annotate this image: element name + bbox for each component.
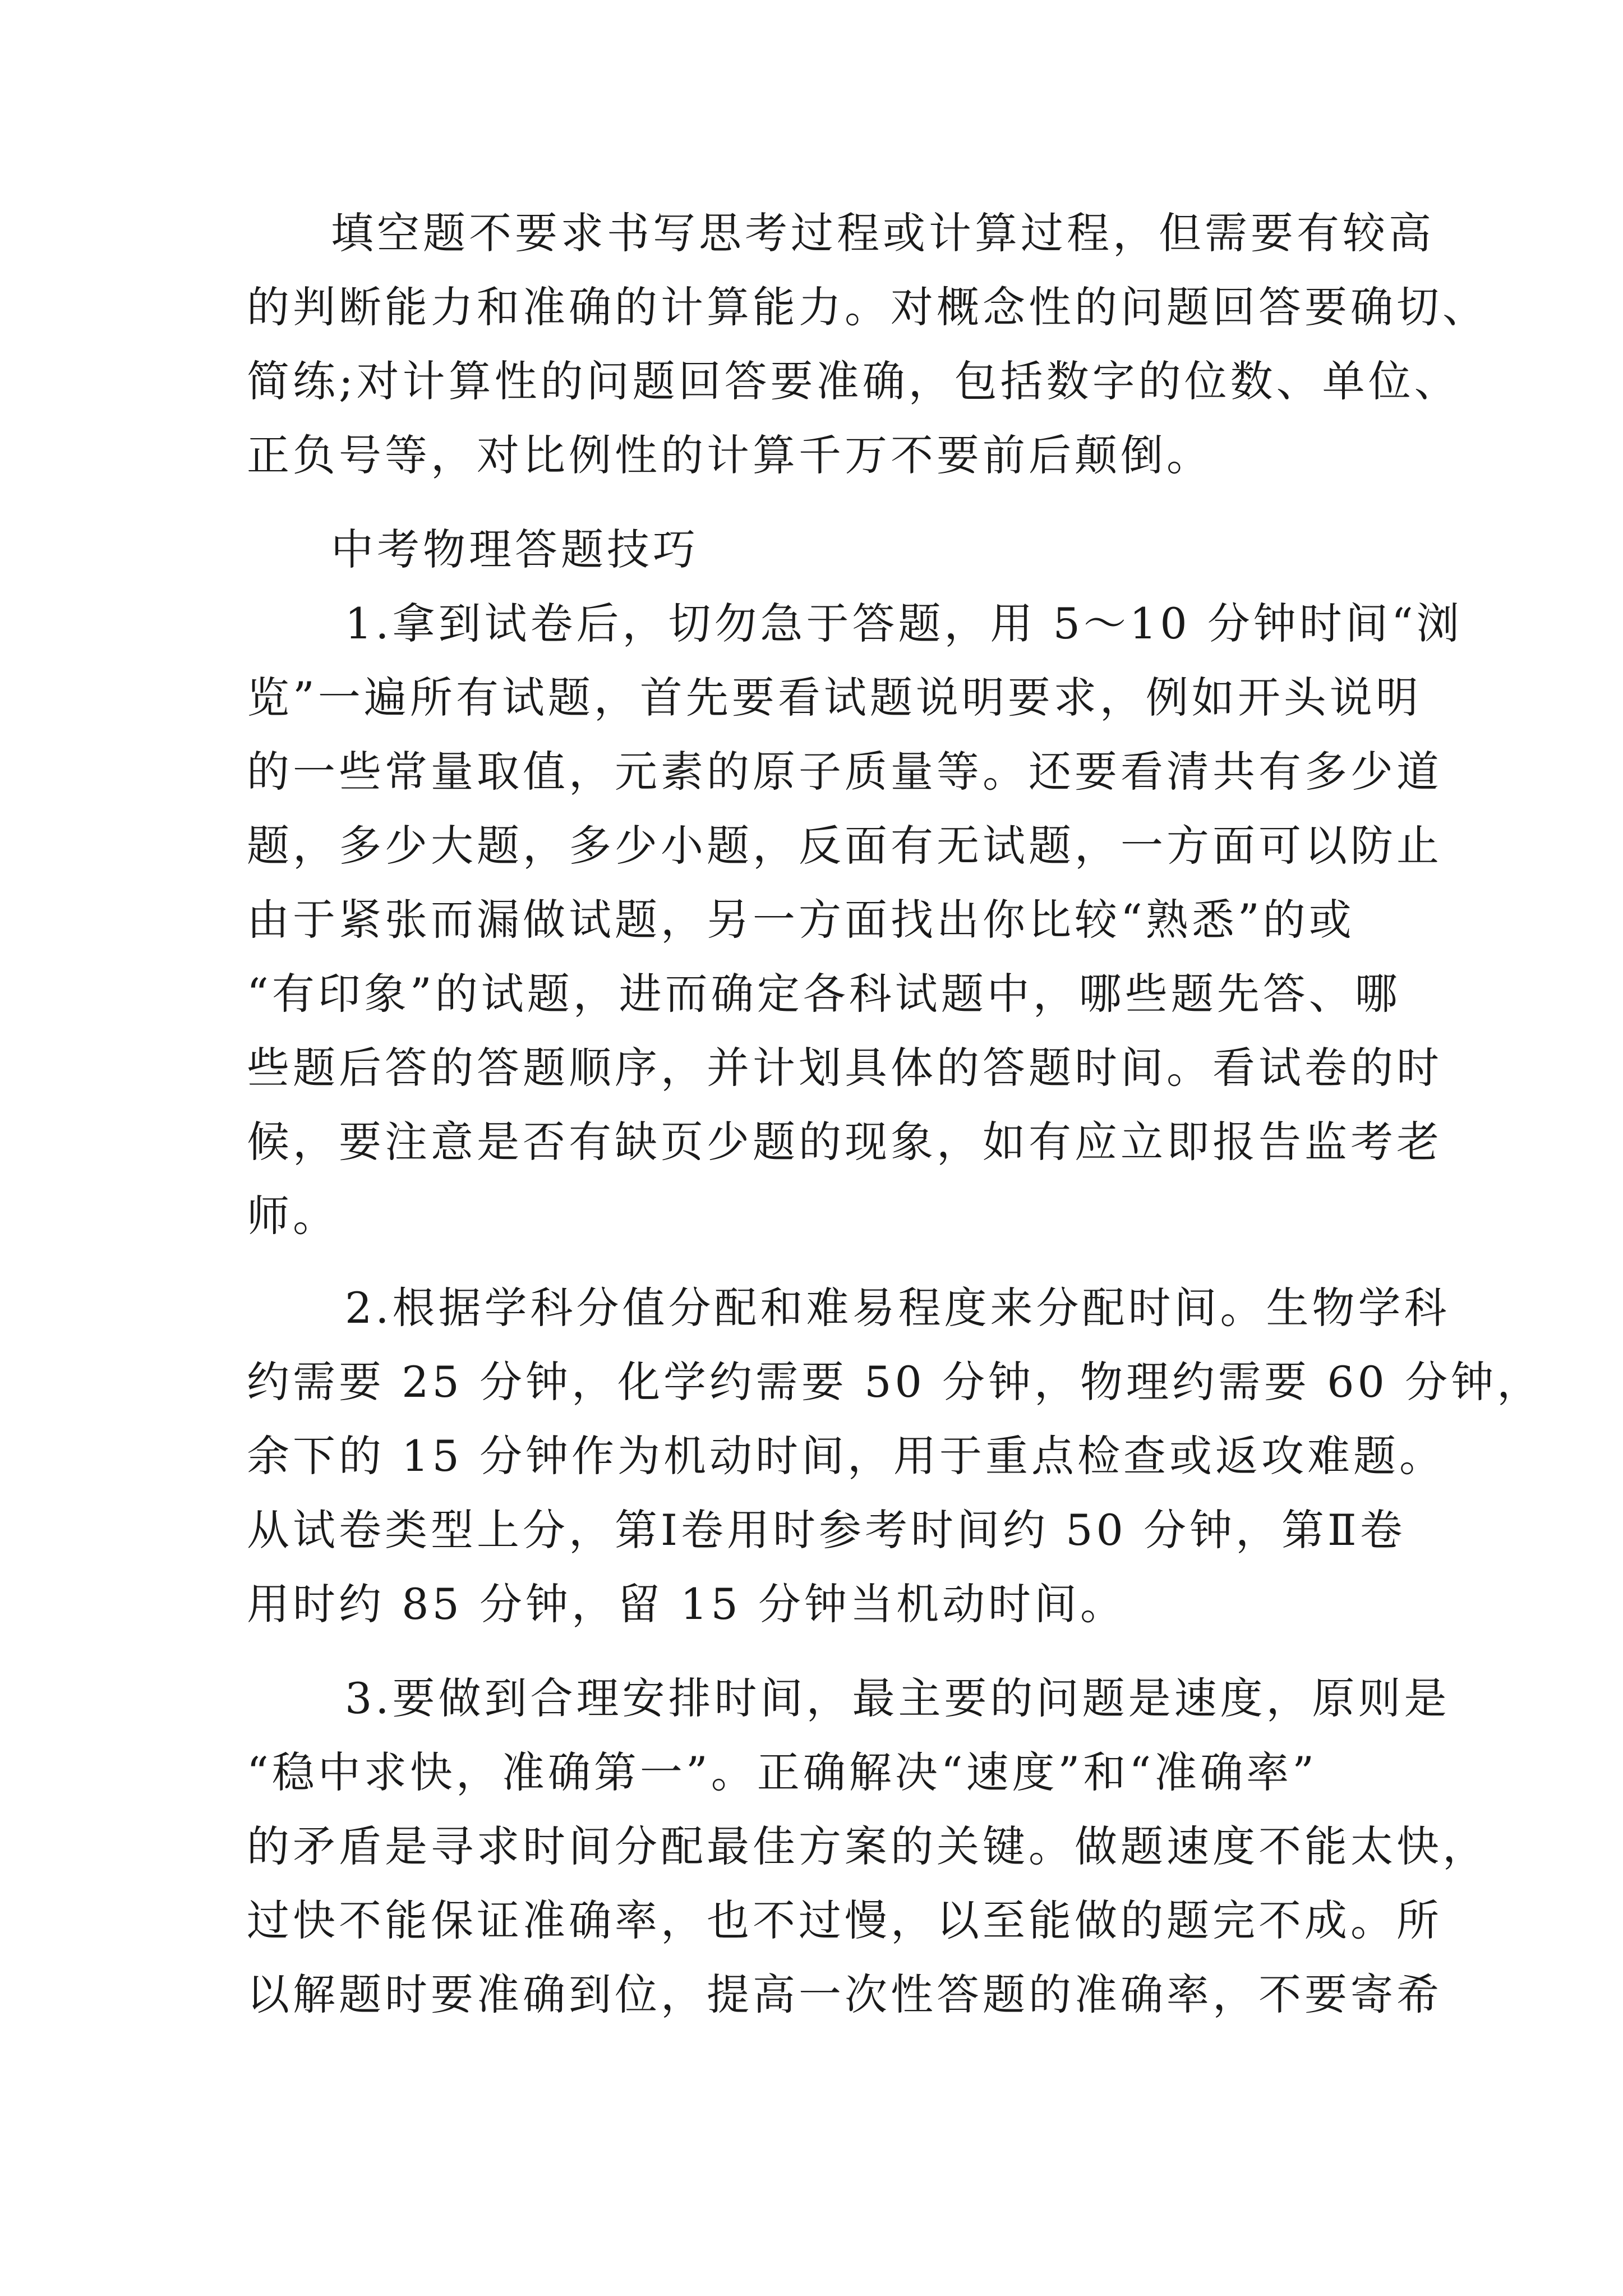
text-line: 填空题不要求书写思考过程或计算过程，但需要有较高 (331, 208, 1435, 258)
text-line: 从试卷类型上分，第Ⅰ卷用时参考时间约 50 分钟，第Ⅱ卷 (247, 1505, 1406, 1555)
text-line: 些题后答的答题顺序，并计划具体的答题时间。看试卷的时 (247, 1043, 1442, 1093)
section-heading: 中考物理答题技巧 (331, 524, 699, 574)
text-line: 题，多少大题，多少小题，反面有无试题，一方面可以防止 (247, 821, 1442, 871)
text-line: 的一些常量取值，元素的原子质量等。还要看清共有多少道 (247, 747, 1442, 797)
text-line: 余下的 15 分钟作为机动时间，用于重点检查或返攻难题。 (247, 1431, 1446, 1481)
text-line: 候，要注意是否有缺页少题的现象，如有应立即报告监考老 (247, 1117, 1442, 1167)
text-line: 由于紧张而漏做试题，另一方面找出你比较“熟悉”的或 (247, 895, 1355, 945)
text-line: 正负号等，对比例性的计算千万不要前后颠倒。 (247, 430, 1212, 480)
text-line: 的判断能力和准确的计算能力。对概念性的问题回答要确切、 (247, 282, 1488, 332)
text-line: 2.根据学科分值分配和难易程度来分配时间。生物学科 (345, 1283, 1450, 1333)
text-line: “有印象”的试题，进而确定各科试题中，哪些题先答、哪 (247, 969, 1401, 1019)
text-line: 3.要做到合理安排时间，最主要的问题是速度，原则是 (345, 1673, 1450, 1723)
text-line: 以解题时要准确到位，提高一次性答题的准确率，不要寄希 (247, 1970, 1442, 2019)
text-line: 的矛盾是寻求时间分配最佳方案的关键。做题速度不能太快， (247, 1821, 1488, 1871)
text-line: 用时约 85 分钟，留 15 分钟当机动时间。 (247, 1579, 1127, 1629)
text-line: 简练;对计算性的问题回答要准确，包括数字的位数、单位、 (247, 356, 1460, 406)
text-line: 览”一遍所有试题，首先要看试题说明要求，例如开头说明 (247, 673, 1422, 723)
text-line: 师。 (247, 1191, 339, 1241)
text-line: 1.拿到试卷后，切勿急于答题，用 5～10 分钟时间“浏 (345, 599, 1463, 648)
text-line: “稳中求快，准确第一”。正确解决“速度”和“准确率” (247, 1747, 1318, 1797)
text-line: 约需要 25 分钟，化学约需要 50 分钟，物理约需要 60 分钟， (247, 1357, 1543, 1407)
text-line: 过快不能保证准确率，也不过慢，以至能做的题完不成。所 (247, 1895, 1442, 1945)
